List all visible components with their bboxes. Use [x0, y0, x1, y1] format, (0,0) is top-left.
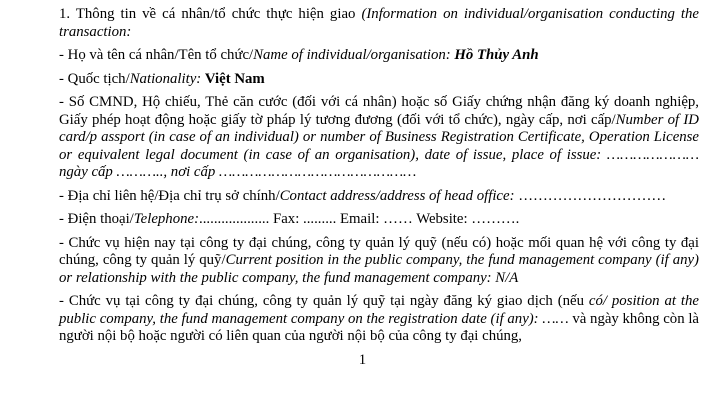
nationality-label-vn: - Quốc tịch/	[59, 70, 130, 87]
page-number: 1	[358, 352, 367, 368]
registration-position-text-vn: - Chức vụ tại công ty đại chúng, công ty quản lý quỹ tại ngày đăng ký giao dịch (nếu	[59, 293, 589, 309]
name-label-en: Name of individual/organisation:	[253, 47, 451, 63]
section-1-heading	[59, 6, 699, 41]
id-card-text-en: Number of ID card/p assport (in case of an individual) or number of Business Registration Certificate, Operation License or equivalent legal document (in case of an organisation), date of issue, place of issue:	[59, 111, 699, 163]
current-position-text-en: Current position in the public company, the fund management company (if any) or relationship with the public company, the fund management company: N/A	[59, 252, 699, 286]
phone-label-en: Telephone:	[133, 211, 200, 227]
nationality-field	[59, 71, 699, 89]
phone-blanks: ...................	[199, 211, 273, 227]
address-label-vn: - Địa chỉ liên hệ/Địa chỉ trụ sở chính/	[59, 187, 280, 204]
address-field	[59, 188, 699, 206]
section-1-heading-vn: 1. Thông tin về cá nhân/tổ chức thực hiện giao	[59, 6, 362, 22]
address-label-en: Contact address/address of head office:	[279, 187, 515, 204]
id-card-text-vn: - Số CMND, Hộ chiếu, Thẻ căn cước (đối với cá nhân) hoặc số Giấy chứng nhận đăng ký doanh nghiệp, Giấy phép hoạt động hoặc giấy tờ pháp lý tương đương (đối với tổ chức), ngày cấp, nơi cấp/	[59, 94, 699, 128]
name-label-vn: - Họ và tên cá nhân/Tên tổ chức/	[59, 47, 254, 63]
nationality-value: Việt Nam	[204, 70, 265, 87]
email-label: Email: ……	[340, 211, 417, 227]
current-position-text-vn: - Chức vụ hiện nay tại công ty đại chúng, công ty quản lý quỹ (nếu có) hoặc mối quan hệ với công ty đại chúng, công ty quản lý quỹ/	[59, 234, 699, 268]
phone-label: - Điện thoại/	[59, 211, 134, 227]
nationality-label-en: Nationality:	[129, 70, 202, 87]
section-1-heading-en: (Information on individual/organisation conducting the transaction:	[59, 6, 699, 40]
registration-position-text-mixed: có/ position at the public company, the fund management company on the registration date (if any): ……	[59, 293, 699, 327]
website-label: Website: ……….	[416, 211, 520, 227]
id-card-field	[59, 94, 699, 182]
registration-position-field	[59, 293, 699, 346]
name-field	[59, 47, 699, 65]
id-card-blanks: ………………… ngày cấp ……….., nơi cấp ………………………………………	[59, 146, 700, 180]
contact-field	[59, 211, 699, 229]
registration-position-text-vn2: và ngày không còn là người nội bộ hoặc người có liên quan của người nội bộ của công ty đại chúng,	[59, 310, 699, 344]
fax-label: Fax: .........	[273, 211, 340, 227]
current-position-field	[59, 235, 699, 288]
address-blanks: …………………………	[514, 187, 667, 204]
name-value: Hồ Thủy Anh	[454, 47, 539, 63]
